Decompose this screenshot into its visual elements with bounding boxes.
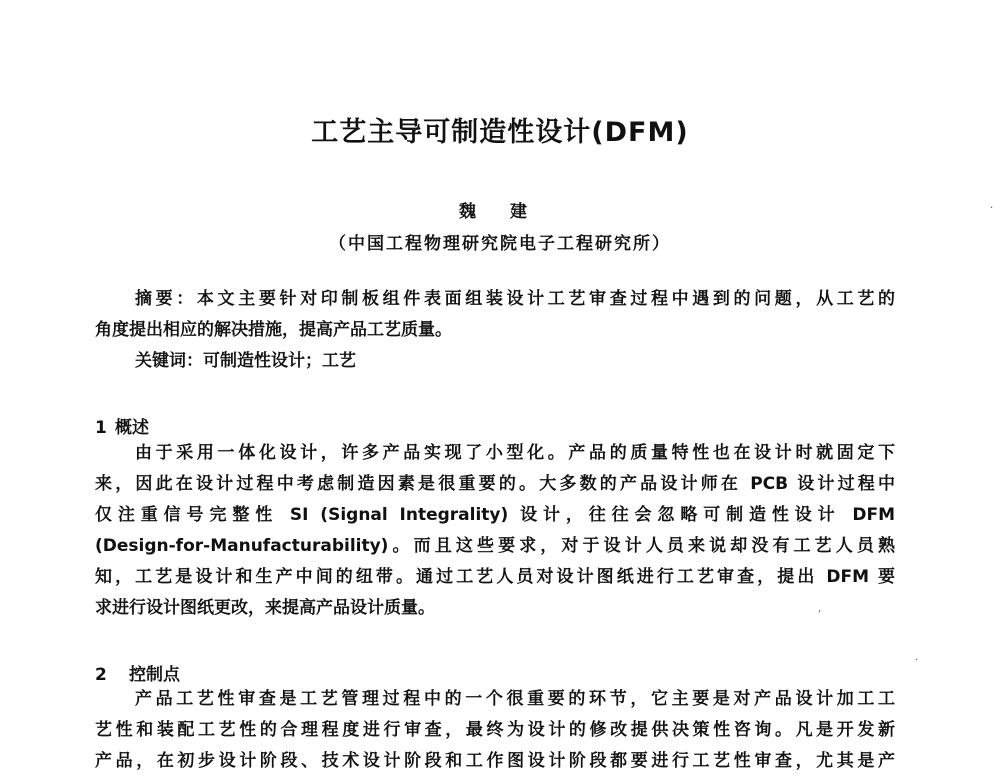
section-body <box>95 438 895 624</box>
scan-speck: · <box>990 203 994 214</box>
body-line: 知，工艺是设计和生产中间的纽带。通过工艺人员对设计图纸进行工艺审查，提出 DFM 要 <box>95 567 895 587</box>
abstract <box>95 284 895 377</box>
body-line: (Design-for-Manufacturability)。而且这些要求，对于设计人员来说却没有工艺人员熟 <box>95 536 895 556</box>
body-line: 产品，在初步设计阶段、技术设计阶段和工作图设计阶段都要进行工艺性审查，尤其是产 <box>95 751 895 771</box>
section-body <box>95 684 895 777</box>
abstract-line: 角度提出相应的解决措施，提高产品工艺质量。 <box>95 320 452 340</box>
scan-speck: · <box>915 655 919 666</box>
section-title: 概述 <box>115 418 149 438</box>
body-line: 产品工艺性审查是工艺管理过程中的一个很重要的环节，它主要是对产品设计加工工 <box>135 689 895 709</box>
body-line: 艺性和装配工艺性的合理程度进行审查，最终为设计的修改提供决策性咨询。凡是开发新 <box>95 720 895 740</box>
section-title: 控制点 <box>129 665 180 685</box>
section-number: 2 <box>95 665 107 685</box>
section-number: 1 <box>95 418 107 438</box>
section-heading <box>95 660 180 685</box>
scan-speck: , <box>818 603 822 614</box>
body-line: 来，因此在设计过程中考虑制造因素是很重要的。大多数的产品设计师在 PCB 设计过程中 <box>95 474 895 494</box>
body-line: 由于采用一体化设计，许多产品实现了小型化。产品的质量特性也在设计时就固定下 <box>135 443 895 463</box>
abstract-line: 摘要：本文主要针对印制板组件表面组装设计工艺审查过程中遇到的问题，从工艺的 <box>135 289 895 309</box>
section-heading <box>95 413 149 438</box>
paper-title: 工艺主导可制造性设计(DFM) <box>311 117 689 148</box>
body-line: 求进行设计图纸更改，来提高产品设计质量。 <box>95 598 435 618</box>
author-name: 魏 建 <box>459 202 541 222</box>
keywords: 关键词：可制造性设计；工艺 <box>135 351 356 371</box>
body-line: 仅注重信号完整性 SI (Signal Integrality) 设计，往往会忽略可制造性设计 DFM <box>95 505 895 525</box>
author-affiliation: （中国工程物理研究院电子工程研究所） <box>329 234 671 254</box>
